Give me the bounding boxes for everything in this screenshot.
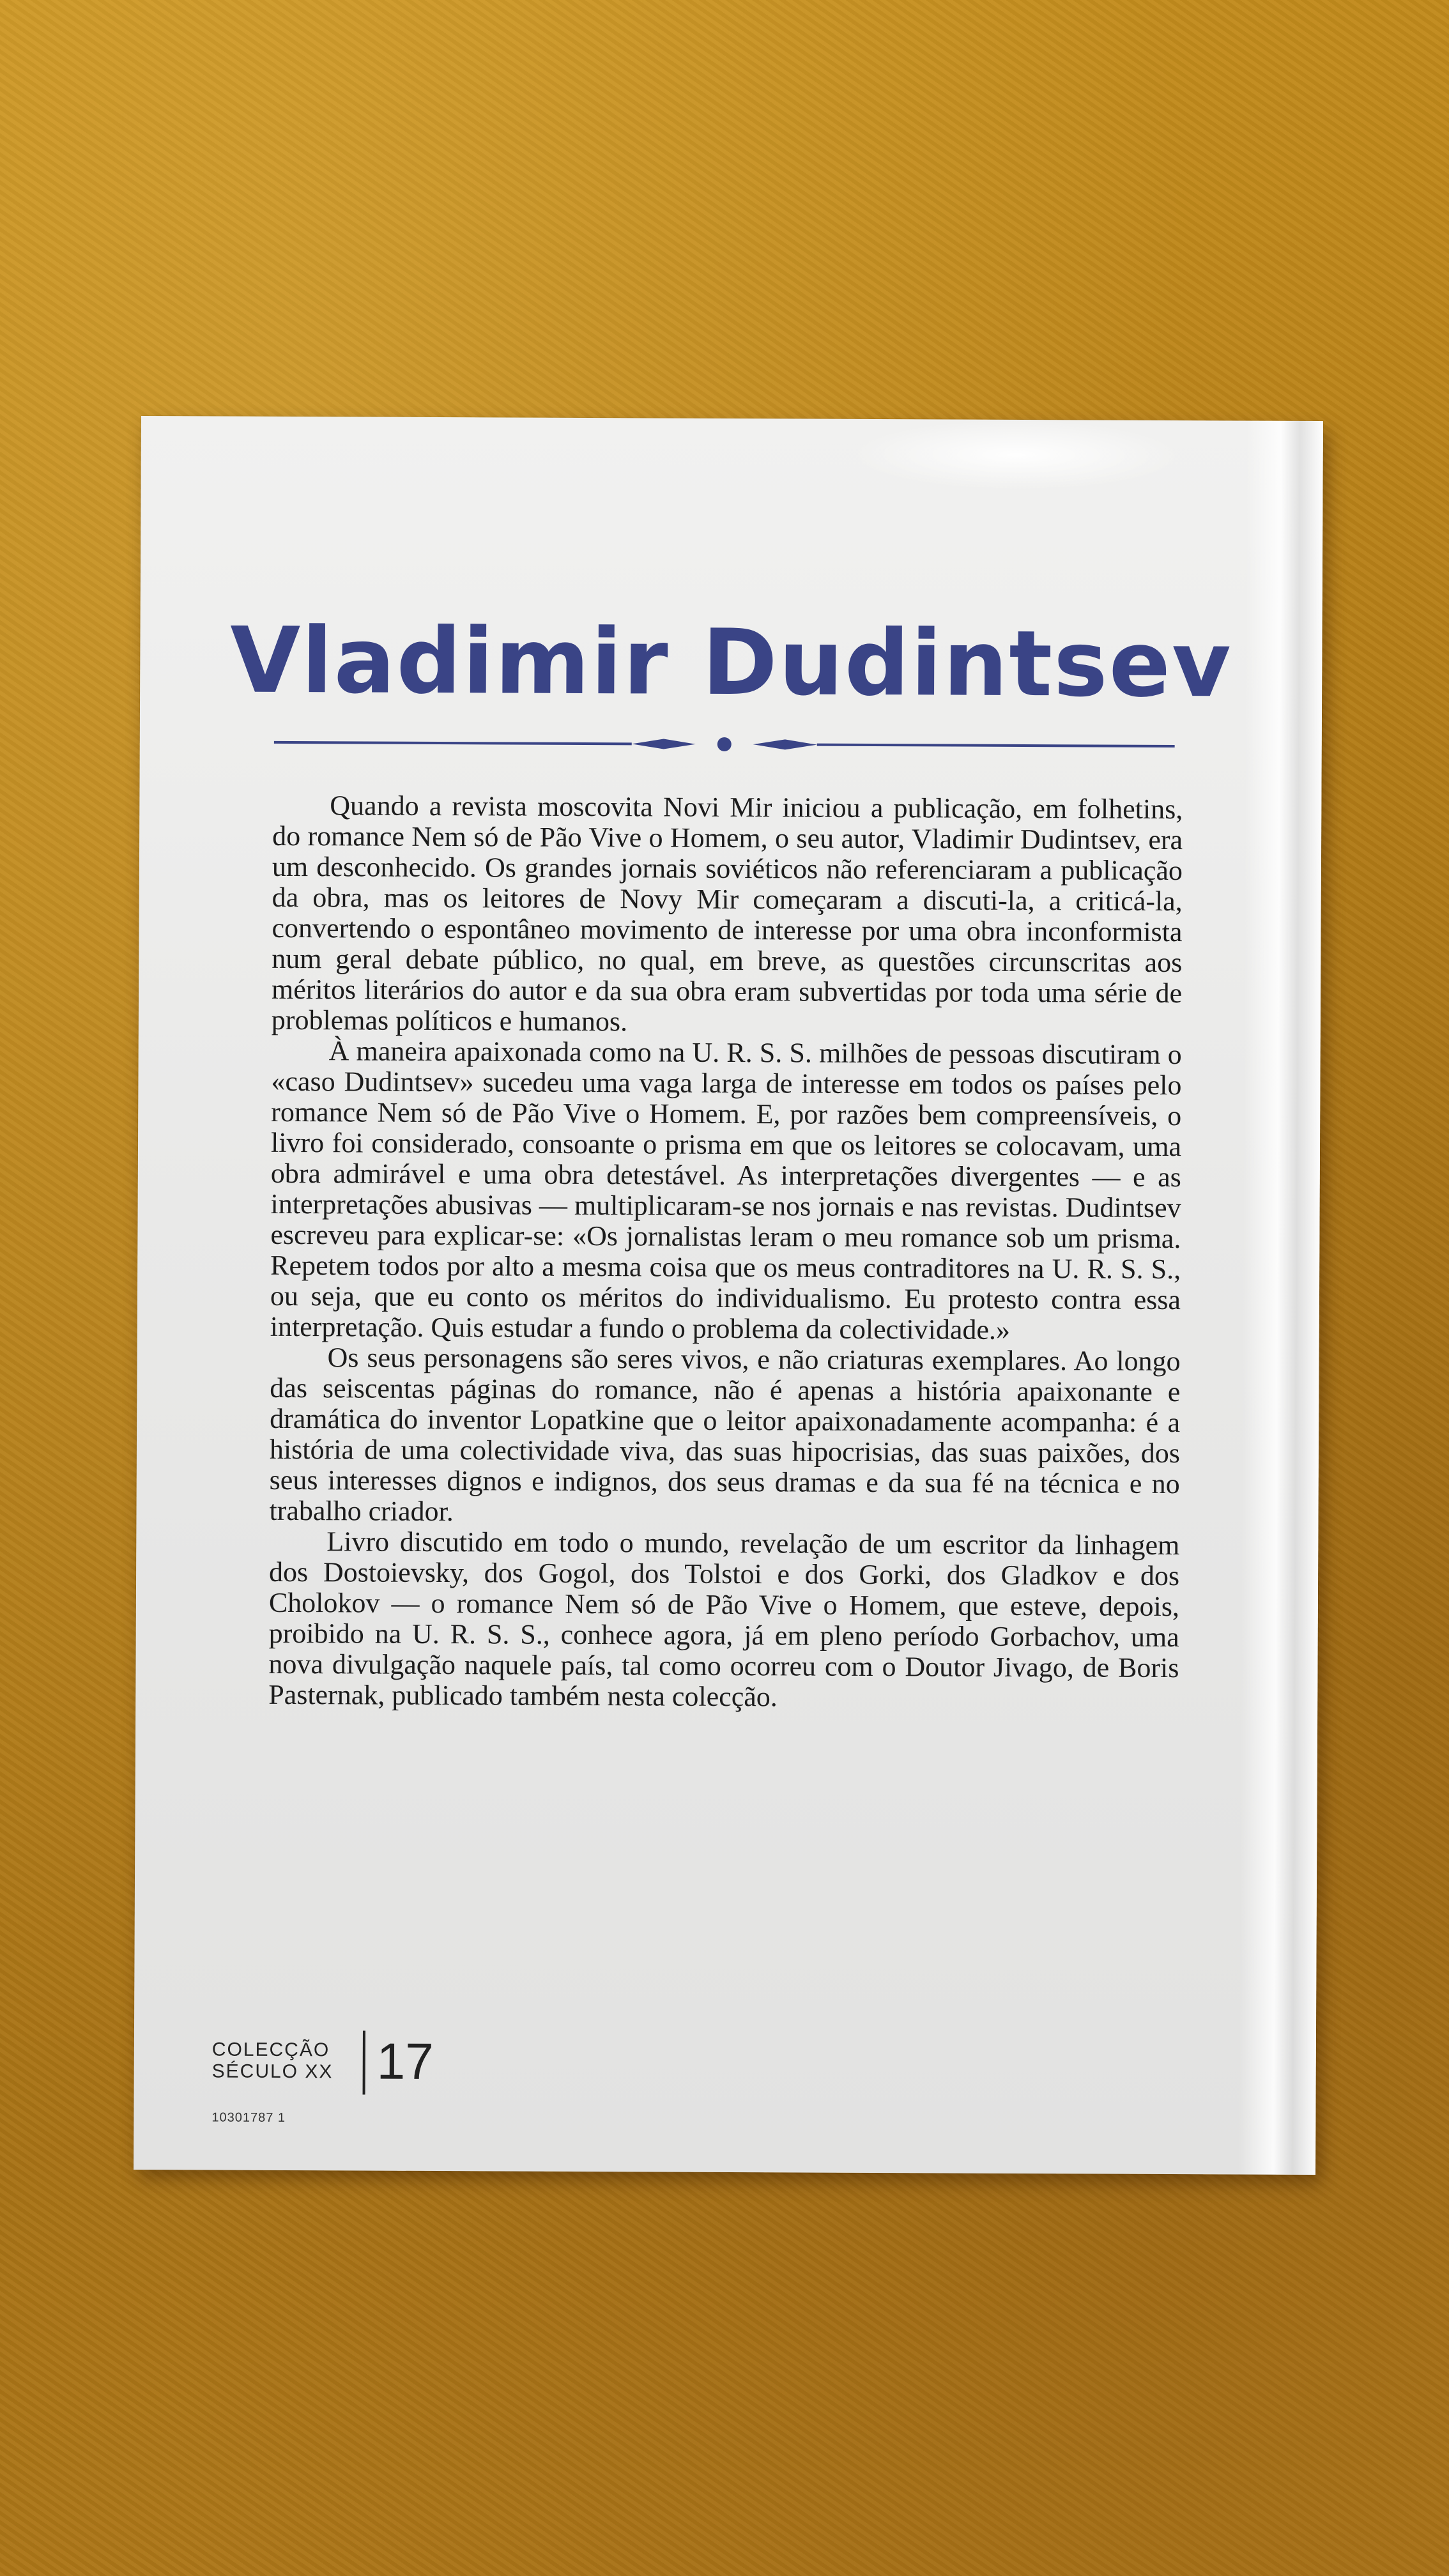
series-line-2: SÉCULO XX: [211, 2060, 334, 2083]
series-number: 17: [376, 2032, 434, 2090]
ornament-divider: [274, 730, 1175, 759]
series-mark: [212, 2026, 595, 2098]
book-back-cover: [134, 416, 1323, 2175]
author-title: Vladimir Dudintsev: [229, 608, 1232, 718]
glare-highlight: [850, 419, 1183, 491]
blurb-paragraph: Os seus personagens são seres vivos, e não criaturas exemplares. Ao longo das seiscentas páginas do romance, não é apenas a história apaixonante e dramática do inventor Lopatkine que o leitor apaixonadamente acompanha: é a história de uma colectividade viva, das suas hipocrisias, das suas paixões, dos seus interesses dignos e indignos, dos seus dramas e da sua fé na técnica e no trabalho criador.: [269, 1342, 1181, 1528]
blurb-paragraph: Quando a revista moscovita Novi Mir iniciou a publicação, em folhetins, do romance Nem só de Pão Vive o Homem, o seu autor, Vladimir Dudintsev, era um desconhecido. Os grandes jornais soviéticos não referenciaram a publicação da obra, mas os leitores de Novy Mir começaram a discuti-la, a criticá-la, convertendo o espontâneo movimento de interesse por uma obra inconformista num geral debate público, no qual, em breve, as questões circunscritas aos méritos literários do autor e da sua obra eram subvertidas por toda uma série de problemas políticos e humanos.: [271, 790, 1183, 1038]
series-divider: [363, 2031, 365, 2095]
blurb-paragraph: Livro discutido em todo o mundo, revelação de um escritor da linhagem dos Dostoievsky, dos Gogol, dos Tolstoi e dos Gorki, dos Gladkov e dos Cholokov — o romance Nem só de Pão Vive o Homem, que esteve, depois, proibido na U. R. S. S., conhece agora, já em pleno período Gorbachov, uma nova divulgação naquele país, tal como ocorreu com o Doutor Jivago, de Boris Pasternak, publicado também nesta colecção.: [268, 1526, 1180, 1713]
blurb-text: [268, 790, 1183, 1714]
isbn-code: 10301787 1: [211, 2110, 286, 2125]
blurb-paragraph: À maneira apaixonada como na U. R. S. S. milhões de pessoas discutiram o «caso Dudintsev» sucedeu uma vaga larga de interesse em todos os países pelo romance Nem só de Pão Vive o Homem. E, por razões bem compreensíveis, o livro foi considerado, consoante o prisma em que os leitores se colocavam, uma obra admirável e uma obra detestável. As interpretações divergentes — e as interpretações abusivas — multiplicaram-se nos jornais e nas revistas. Dudintsev escreveu para explicar-se: «Os jornalistas leram o meu romance sob um prisma. Repetem todos por alto a mesma coisa que os meus contraditores na U. R. S. S., ou seja, que eu conto os méritos do individualismo. Eu protesto contra essa interpretação. Quis estudar a fundo o problema da colectividade.»: [270, 1035, 1182, 1346]
series-label: [212, 2039, 334, 2083]
series-line-1: COLECÇÃO: [211, 2039, 330, 2061]
